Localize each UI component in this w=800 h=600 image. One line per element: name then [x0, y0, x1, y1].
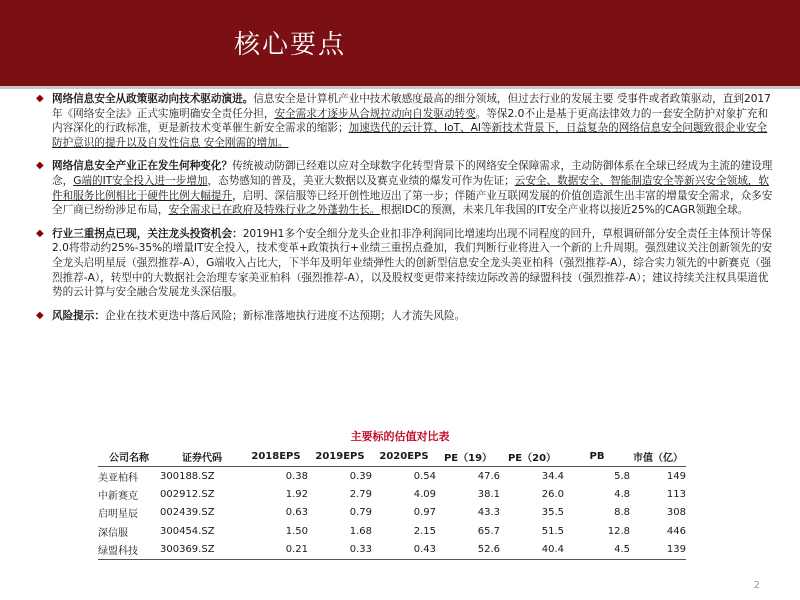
pe-19: 43.3: [477, 507, 500, 519]
page-title: 核心要点: [234, 30, 347, 60]
eps-2018: 1.50: [285, 525, 308, 537]
header-cell: PE（20）: [500, 446, 564, 467]
pe-19: 65.7: [477, 525, 500, 537]
company-name: 美亚柏科: [98, 472, 138, 484]
company-name: 启明星辰: [98, 509, 138, 521]
diamond-bullet-icon: ◆: [36, 309, 44, 321]
header-bar: [0, 0, 800, 86]
header-cell: 2018EPS: [244, 446, 308, 467]
pb: 12.8: [607, 525, 630, 537]
security-code: 300369.SZ: [160, 541, 244, 560]
pe-19: 38.1: [477, 489, 500, 501]
pb: 5.8: [614, 470, 630, 482]
diamond-bullet-icon: ◆: [36, 160, 44, 172]
paragraph-lead: 行业三重拐点已现，关注龙头投资机会：: [52, 227, 243, 240]
pe-20: 40.4: [500, 541, 564, 560]
market-cap: 308: [666, 507, 686, 519]
eps-2019: 0.33: [308, 541, 372, 560]
paragraph-text: 2019H1多个安全细分龙头企业扣非净利润同比增速均出现不同程度的回升，草根调研部分安全责任主体预计等保2.0将带动约25%-35%的增量IT安全投入，技术变革+政策执行+业绩三重拐点叠加，我们判断行业将进入一个新的上升周期。强烈建议关注创新领先的安全龙头启明星辰（强烈推荐-A），G端收入占比大，下半年及明年业绩弹性大的创新型信息安全龙头美亚柏科（强烈推荐-A），综合实力领先的中新赛克（强烈推荐-A），转型中的大数据社会治理专家美亚柏科（强烈推荐-A），以及股权变更带来持续边际改善的绿盟科技（强烈推荐-A）；建议持续关注权具渠道优势的云计算与安全融合发展龙头深信服。: [52, 227, 773, 299]
table-row: [98, 504, 686, 522]
table-row: [98, 541, 686, 560]
market-cap: 139: [630, 541, 686, 560]
eps-2020: 0.97: [413, 507, 436, 519]
eps-2018: 0.21: [244, 541, 308, 560]
company-name: 绿盟科技: [98, 541, 160, 560]
content-area: [36, 92, 776, 332]
eps-2018: 1.92: [285, 489, 308, 501]
underlined-text: 安全需求才逐步从合规拉动向自发驱动转变: [274, 107, 476, 120]
eps-2020: 0.43: [372, 541, 436, 560]
table-row: [98, 485, 686, 503]
market-cap: 446: [666, 525, 686, 537]
eps-2018: 0.63: [285, 507, 308, 519]
pe-20: 35.5: [541, 507, 564, 519]
paragraph-lead: 网络信息安全产业正在发生何种变化？: [52, 160, 233, 173]
header-cell: 2019EPS: [308, 446, 372, 467]
eps-2020: 0.54: [413, 470, 436, 482]
pb: 4.5: [564, 541, 630, 560]
paragraph-text: 企业在技术更迭中落后风险；新标准落地执行进度不达预期；人才流失风险。: [104, 309, 466, 322]
paragraph-text: 。等保2.0不止是基于更高法律效力的一套安全防护对象扩充和内容深化的行政标准，更是新技术变革催生新安全需求的缩影；: [52, 107, 769, 135]
header-divider: [0, 86, 800, 89]
pe-19: 47.6: [477, 470, 500, 482]
eps-2018: 0.38: [285, 470, 308, 482]
header-cell: 证券代码: [160, 446, 244, 467]
table-row: [98, 467, 686, 486]
eps-2019: 0.79: [349, 507, 372, 519]
eps-2019: 2.79: [349, 489, 372, 501]
table-row: [98, 522, 686, 540]
market-cap: 149: [666, 470, 686, 482]
header-cell: 2020EPS: [372, 446, 436, 467]
eps-2019: 0.39: [349, 470, 372, 482]
pe-19: 52.6: [436, 541, 500, 560]
underlined-text: 加速迭代的云计算、IoT、AI等新技术背景下，日益复杂的网络信息安全问题致很企业安全防护意识的提升以及自发性信息 安全刚需的增加。: [52, 122, 768, 149]
pb: 8.8: [614, 507, 630, 519]
company-name: 深信服: [98, 527, 128, 539]
paragraph-text: ，态势感知的普及，美亚大数据以及赛克业绩的爆发可作为佐证；: [207, 174, 515, 187]
paragraph-investment: [36, 227, 776, 300]
header-cell: 公司名称: [98, 446, 160, 467]
paragraph-lead: 风险提示：: [52, 309, 105, 322]
security-code: 300188.SZ: [160, 470, 215, 482]
market-cap: 113: [666, 489, 686, 501]
paragraph-text: ，启明、深信服等已经开创性地迈出了第一步；伴随产业互联网发展的价值创造派生出丰富的增量安全需求，众多安全厂商已纷纷涉足布局，: [52, 189, 773, 217]
pb: 4.8: [614, 489, 630, 501]
underlined-text: 安全需求已在政府及特殊行业之外蓬勃生长。: [168, 204, 381, 217]
paragraph-lead: 网络信息安全从政策驱动向技术驱动演进。: [52, 93, 254, 105]
security-code: 002912.SZ: [160, 489, 215, 501]
valuation-table: [98, 446, 686, 560]
underlined-text: 云安全、数据安全、智能制造安全等新兴安全领域，软件和服务比例相比于硬件比例大幅提升: [52, 174, 769, 202]
header-cell: PB: [564, 446, 630, 467]
eps-2020: 4.09: [413, 489, 436, 501]
header-cell: 市值（亿）: [630, 446, 686, 467]
paragraph-industry-change: [36, 159, 776, 217]
page-number: 2: [753, 580, 760, 591]
paragraph-text: 根据IDC的预测，未来几年我国的IT安全产业将以接近25%的CAGR领跑全球。: [380, 204, 749, 217]
diamond-bullet-icon: ◆: [36, 93, 44, 104]
paragraph-text: 信息安全是计算机产业中技术敏感度最高的细分领域，但过去行业的发展主要 受事件或者政策驱动，直到2017年《网络安全法》正式实施明确安全责任分担，: [52, 93, 771, 120]
underlined-text: G端的IT安全投入进一步增加: [73, 174, 208, 187]
company-name: 中新赛克: [98, 491, 138, 503]
paragraph-text: 传统被动防御已经难以应对全球数字化转型背景下的网络安全保障需求，主动防御体系在全球已经成为主流的建设理念，: [52, 160, 773, 187]
pe-20: 26.0: [541, 489, 564, 501]
table-header-row: [98, 446, 686, 467]
header-cell: PE（19）: [436, 446, 500, 467]
paragraph-policy-to-tech: [36, 92, 776, 150]
table-title: 主要标的估值对比表: [350, 430, 450, 443]
security-code: 002439.SZ: [160, 507, 215, 519]
security-code: 300454.SZ: [160, 525, 215, 537]
eps-2020: 2.15: [413, 525, 436, 537]
eps-2019: 1.68: [349, 525, 372, 537]
diamond-bullet-icon: ◆: [36, 227, 44, 239]
pe-20: 51.5: [541, 525, 564, 537]
pe-20: 34.4: [541, 470, 564, 482]
paragraph-risk: [36, 309, 776, 324]
